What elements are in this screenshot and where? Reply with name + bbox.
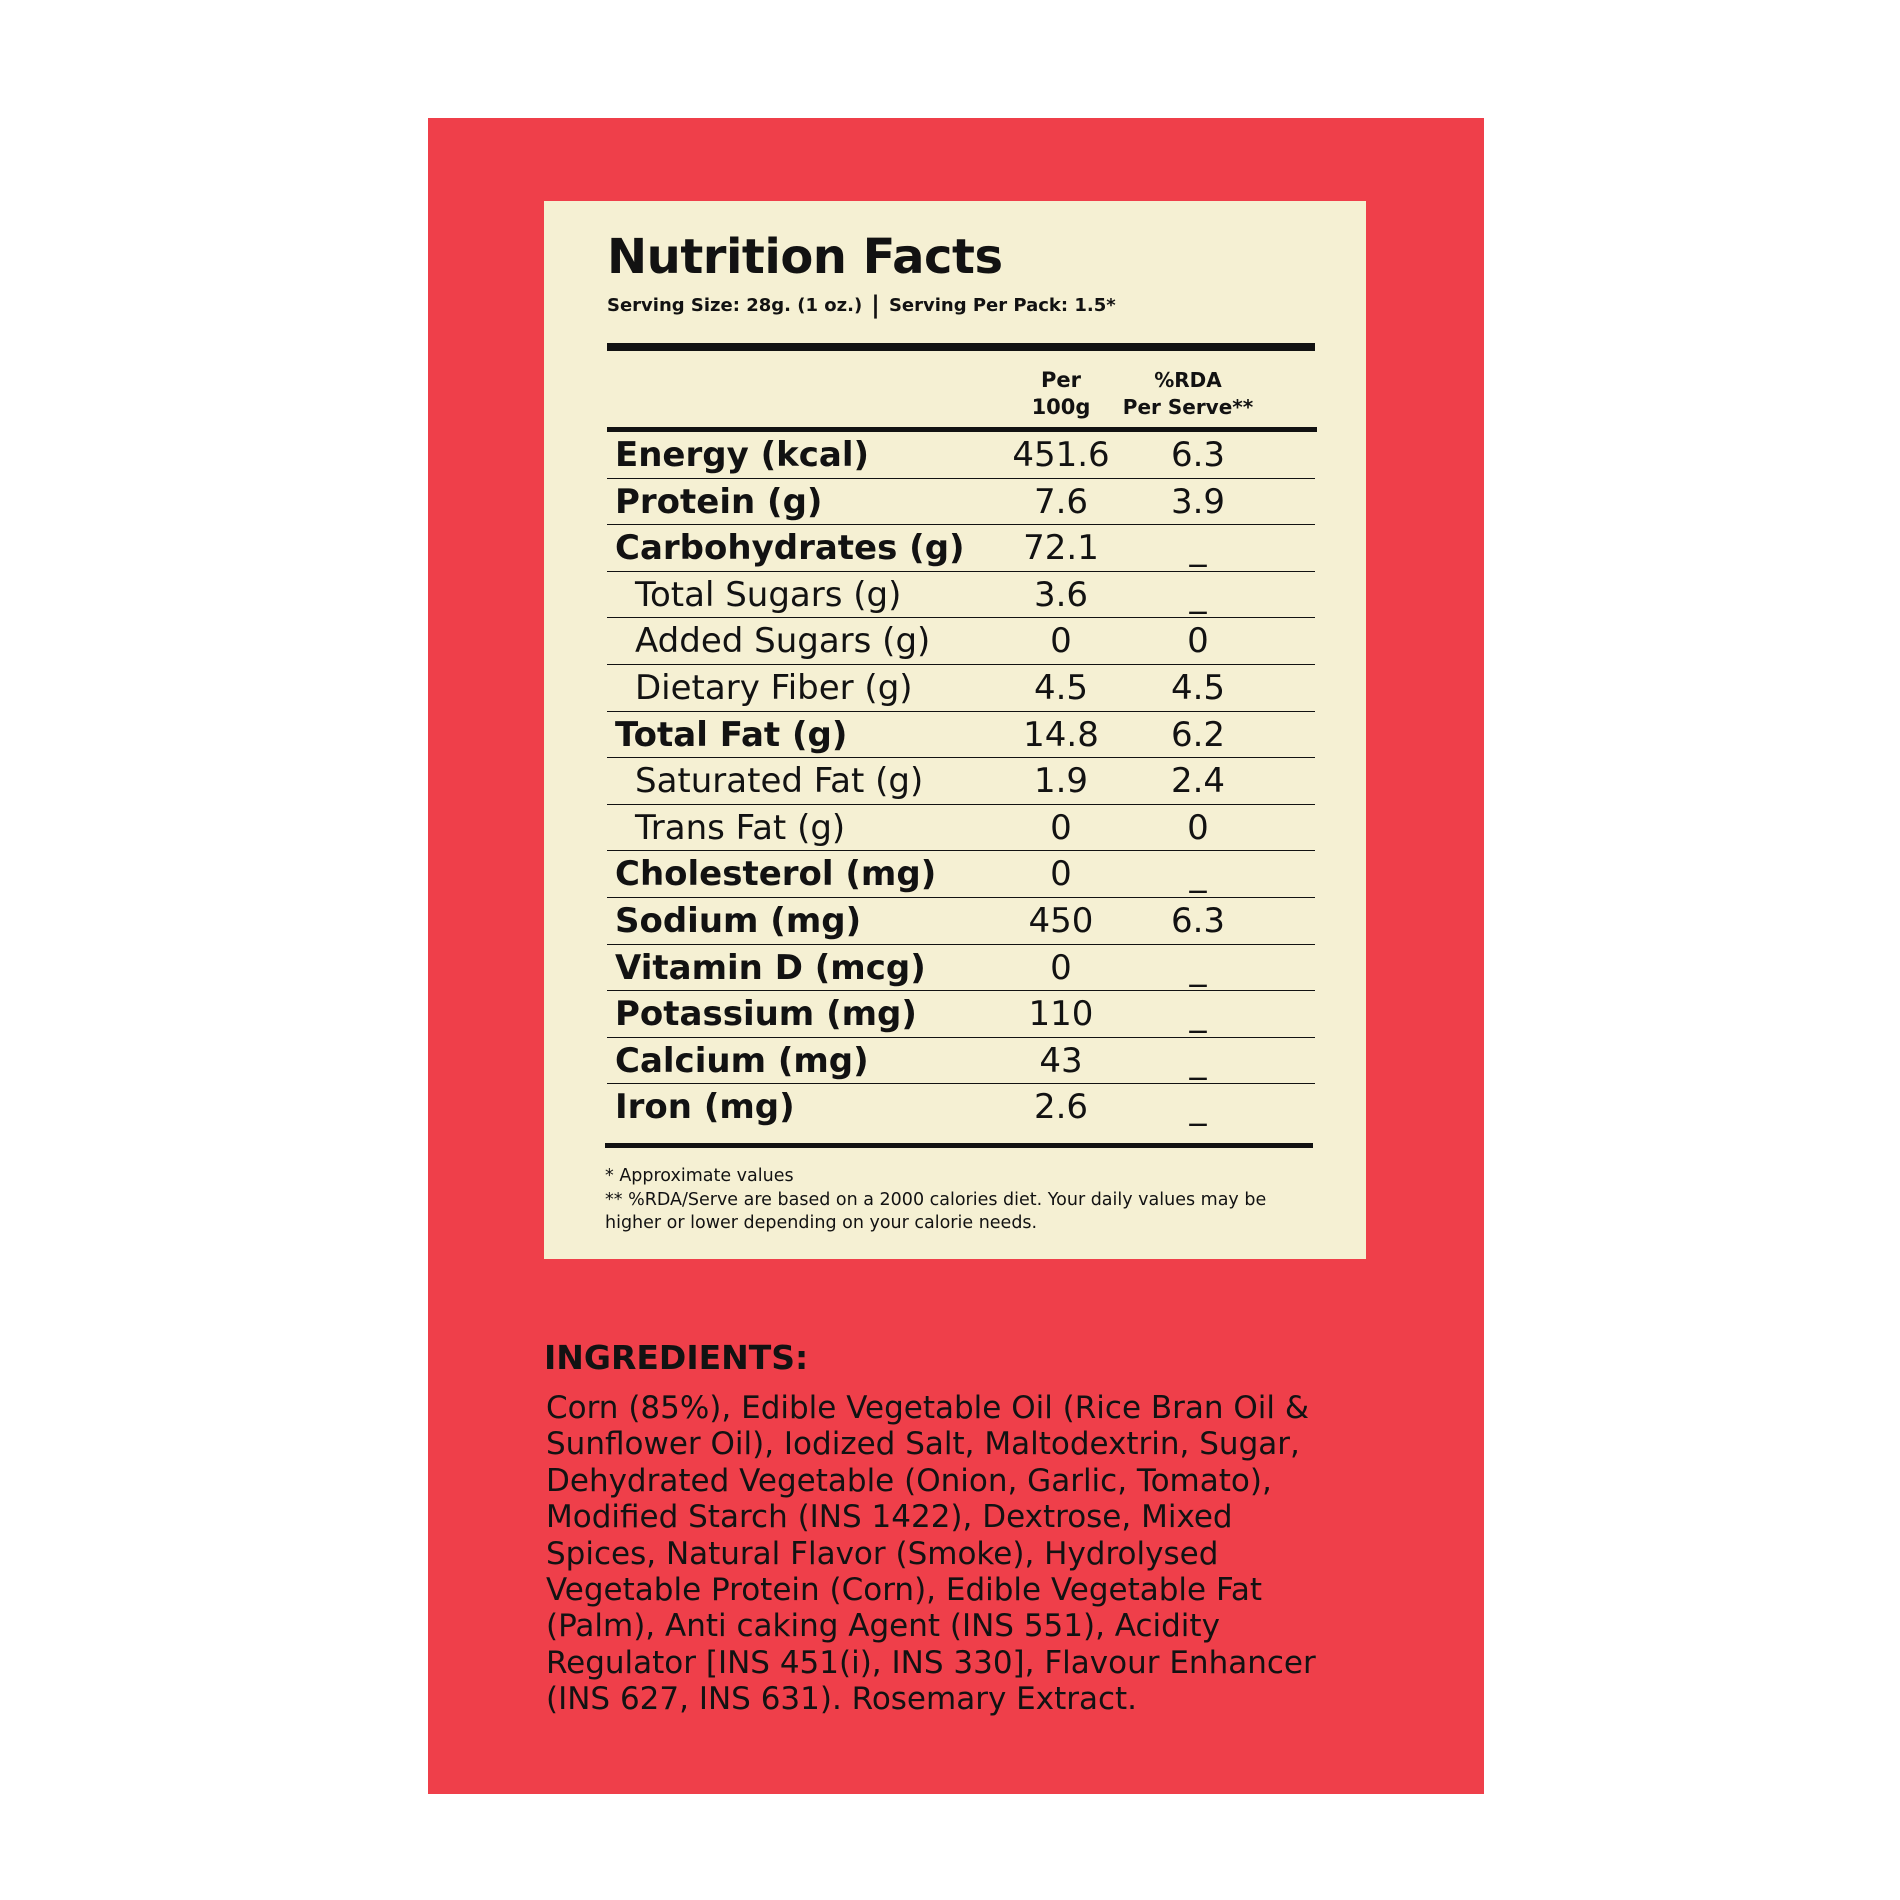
nutrient-row [607, 945, 1315, 992]
nutrient-per-100g: 1.9 [1033, 761, 1089, 802]
nutrition-facts-label [544, 201, 1366, 1259]
nutrient-name: Total Sugars (g) [635, 574, 902, 615]
serving-info [607, 291, 1116, 319]
nutrient-per-100g: 110 [1028, 994, 1094, 1035]
nutrient-per-100g: 4.5 [1033, 667, 1089, 708]
nutrient-per-100g: 7.6 [1033, 481, 1089, 522]
nutrient-per-100g: 0 [1050, 621, 1072, 662]
nutrient-name: Potassium (mg) [615, 994, 917, 1035]
nutrient-rda: 3.9 [1170, 481, 1226, 522]
nutrient-row [607, 1038, 1315, 1085]
ingredients-line: Corn (85%), Edible Vegetable Oil (Rice Bran Oil & [546, 1390, 1310, 1426]
nutrient-name: Calcium (mg) [615, 1040, 869, 1081]
thick-divider-bottom [605, 1143, 1313, 1148]
nutrient-row [607, 1084, 1315, 1131]
nutrient-rda: 6.2 [1170, 714, 1226, 755]
nutrient-per-100g: 451.6 [1012, 435, 1110, 475]
nutrient-per-100g: 2.6 [1033, 1087, 1089, 1128]
nutrient-name: Vitamin D (mcg) [615, 947, 926, 988]
nutrient-per-100g: 3.6 [1033, 574, 1089, 615]
nutrient-per-100g: 72.1 [1023, 528, 1099, 569]
nutrient-name: Dietary Fiber (g) [635, 667, 913, 708]
nutrient-name: Trans Fat (g) [635, 807, 846, 848]
serving-per-pack: Serving Per Pack: 1.5* [888, 295, 1116, 316]
nutrient-name: Total Fat (g) [615, 714, 848, 755]
nutrient-name: Sodium (mg) [615, 900, 862, 941]
nutrient-name: Carbohydrates (g) [615, 528, 965, 569]
ingredients-line: Spices, Natural Flavor (Smoke), Hydrolysed [546, 1535, 1219, 1572]
nutrient-rda: 0 [1187, 807, 1209, 848]
nutrient-rda: _ [1189, 854, 1207, 895]
serving-separator: | [871, 291, 880, 319]
nutrient-row [607, 712, 1315, 759]
nutrient-per-100g: 14.8 [1023, 714, 1099, 755]
nutrient-rda: 4.5 [1170, 667, 1226, 708]
nutrient-row [607, 618, 1315, 665]
ingredients-line: Regulator [INS 451(i), INS 330], Flavour Enhancer [546, 1644, 1316, 1681]
nutrient-per-100g: 43 [1039, 1040, 1083, 1081]
column-header-per-100g: Per 100g [1031, 368, 1091, 419]
footnote: ** %RDA/Serve are based on a 2000 calories diet. Your daily values may be [605, 1189, 1267, 1210]
nutrient-row [607, 758, 1315, 805]
ingredients-title: INGREDIENTS: [544, 1338, 809, 1377]
footnote: higher or lower depending on your calorie needs. [605, 1213, 1038, 1233]
ingredients-line: (Palm), Anti caking Agent (INS 551), Acidity [546, 1608, 1220, 1645]
nutrient-rda: 6.3 [1170, 435, 1226, 475]
ingredients-line: Sunflower Oil), Iodized Salt, Maltodextrin, Sugar, [546, 1426, 1300, 1463]
nutrient-per-100g: 450 [1028, 900, 1094, 941]
nutrient-row [607, 898, 1315, 945]
nutrient-row [607, 665, 1315, 712]
nutrient-per-100g: 0 [1050, 947, 1072, 988]
nutrient-rda: _ [1189, 994, 1207, 1035]
nutrient-row [607, 805, 1315, 852]
nutrient-name: Energy (kcal) [615, 435, 870, 475]
nutrient-rda: 0 [1187, 621, 1209, 662]
nutrient-rda: 2.4 [1170, 761, 1226, 802]
nutrient-row [607, 525, 1315, 572]
thick-divider-top [607, 343, 1315, 351]
nutrient-rda: _ [1189, 947, 1207, 988]
nutrient-name: Protein (g) [615, 481, 823, 522]
nutrient-name: Saturated Fat (g) [635, 761, 924, 802]
nutrient-rda: _ [1189, 1087, 1207, 1128]
nutrient-name: Iron (mg) [615, 1087, 795, 1128]
nutrient-row [607, 432, 1315, 479]
nutrient-name: Added Sugars (g) [635, 621, 931, 662]
nutrient-row [607, 991, 1315, 1038]
ingredients-line: Modified Starch (INS 1422), Dextrose, Mixed [546, 1499, 1233, 1536]
nutrient-rda: _ [1189, 1040, 1207, 1081]
nutrient-row [607, 479, 1315, 526]
ingredients-line: (INS 627, INS 631). Rosemary Extract. [546, 1681, 1138, 1718]
nutrition-title: Nutrition Facts [607, 229, 1003, 285]
nutrient-rda: 6.3 [1170, 900, 1226, 941]
nutrient-per-100g: 0 [1050, 807, 1072, 848]
column-header-rda: %RDA Per Serve** [1122, 368, 1254, 419]
nutrient-table [607, 432, 1315, 1131]
ingredients-line: Vegetable Protein (Corn), Edible Vegetable Fat [546, 1572, 1263, 1609]
footnotes [605, 1165, 1345, 1236]
nutrient-per-100g: 0 [1050, 854, 1072, 895]
nutrient-rda: _ [1189, 574, 1207, 615]
ingredients-line: Dehydrated Vegetable (Onion, Garlic, Tomato), [546, 1462, 1272, 1499]
nutrient-row [607, 851, 1315, 898]
nutrient-row [607, 572, 1315, 619]
package-panel [428, 118, 1484, 1794]
nutrient-rda: _ [1189, 528, 1207, 569]
footnote: * Approximate values [605, 1166, 794, 1186]
nutrient-name: Cholesterol (mg) [615, 854, 937, 895]
serving-size: Serving Size: 28g. (1 oz.) [607, 295, 863, 316]
ingredients-text [546, 1390, 1426, 1718]
